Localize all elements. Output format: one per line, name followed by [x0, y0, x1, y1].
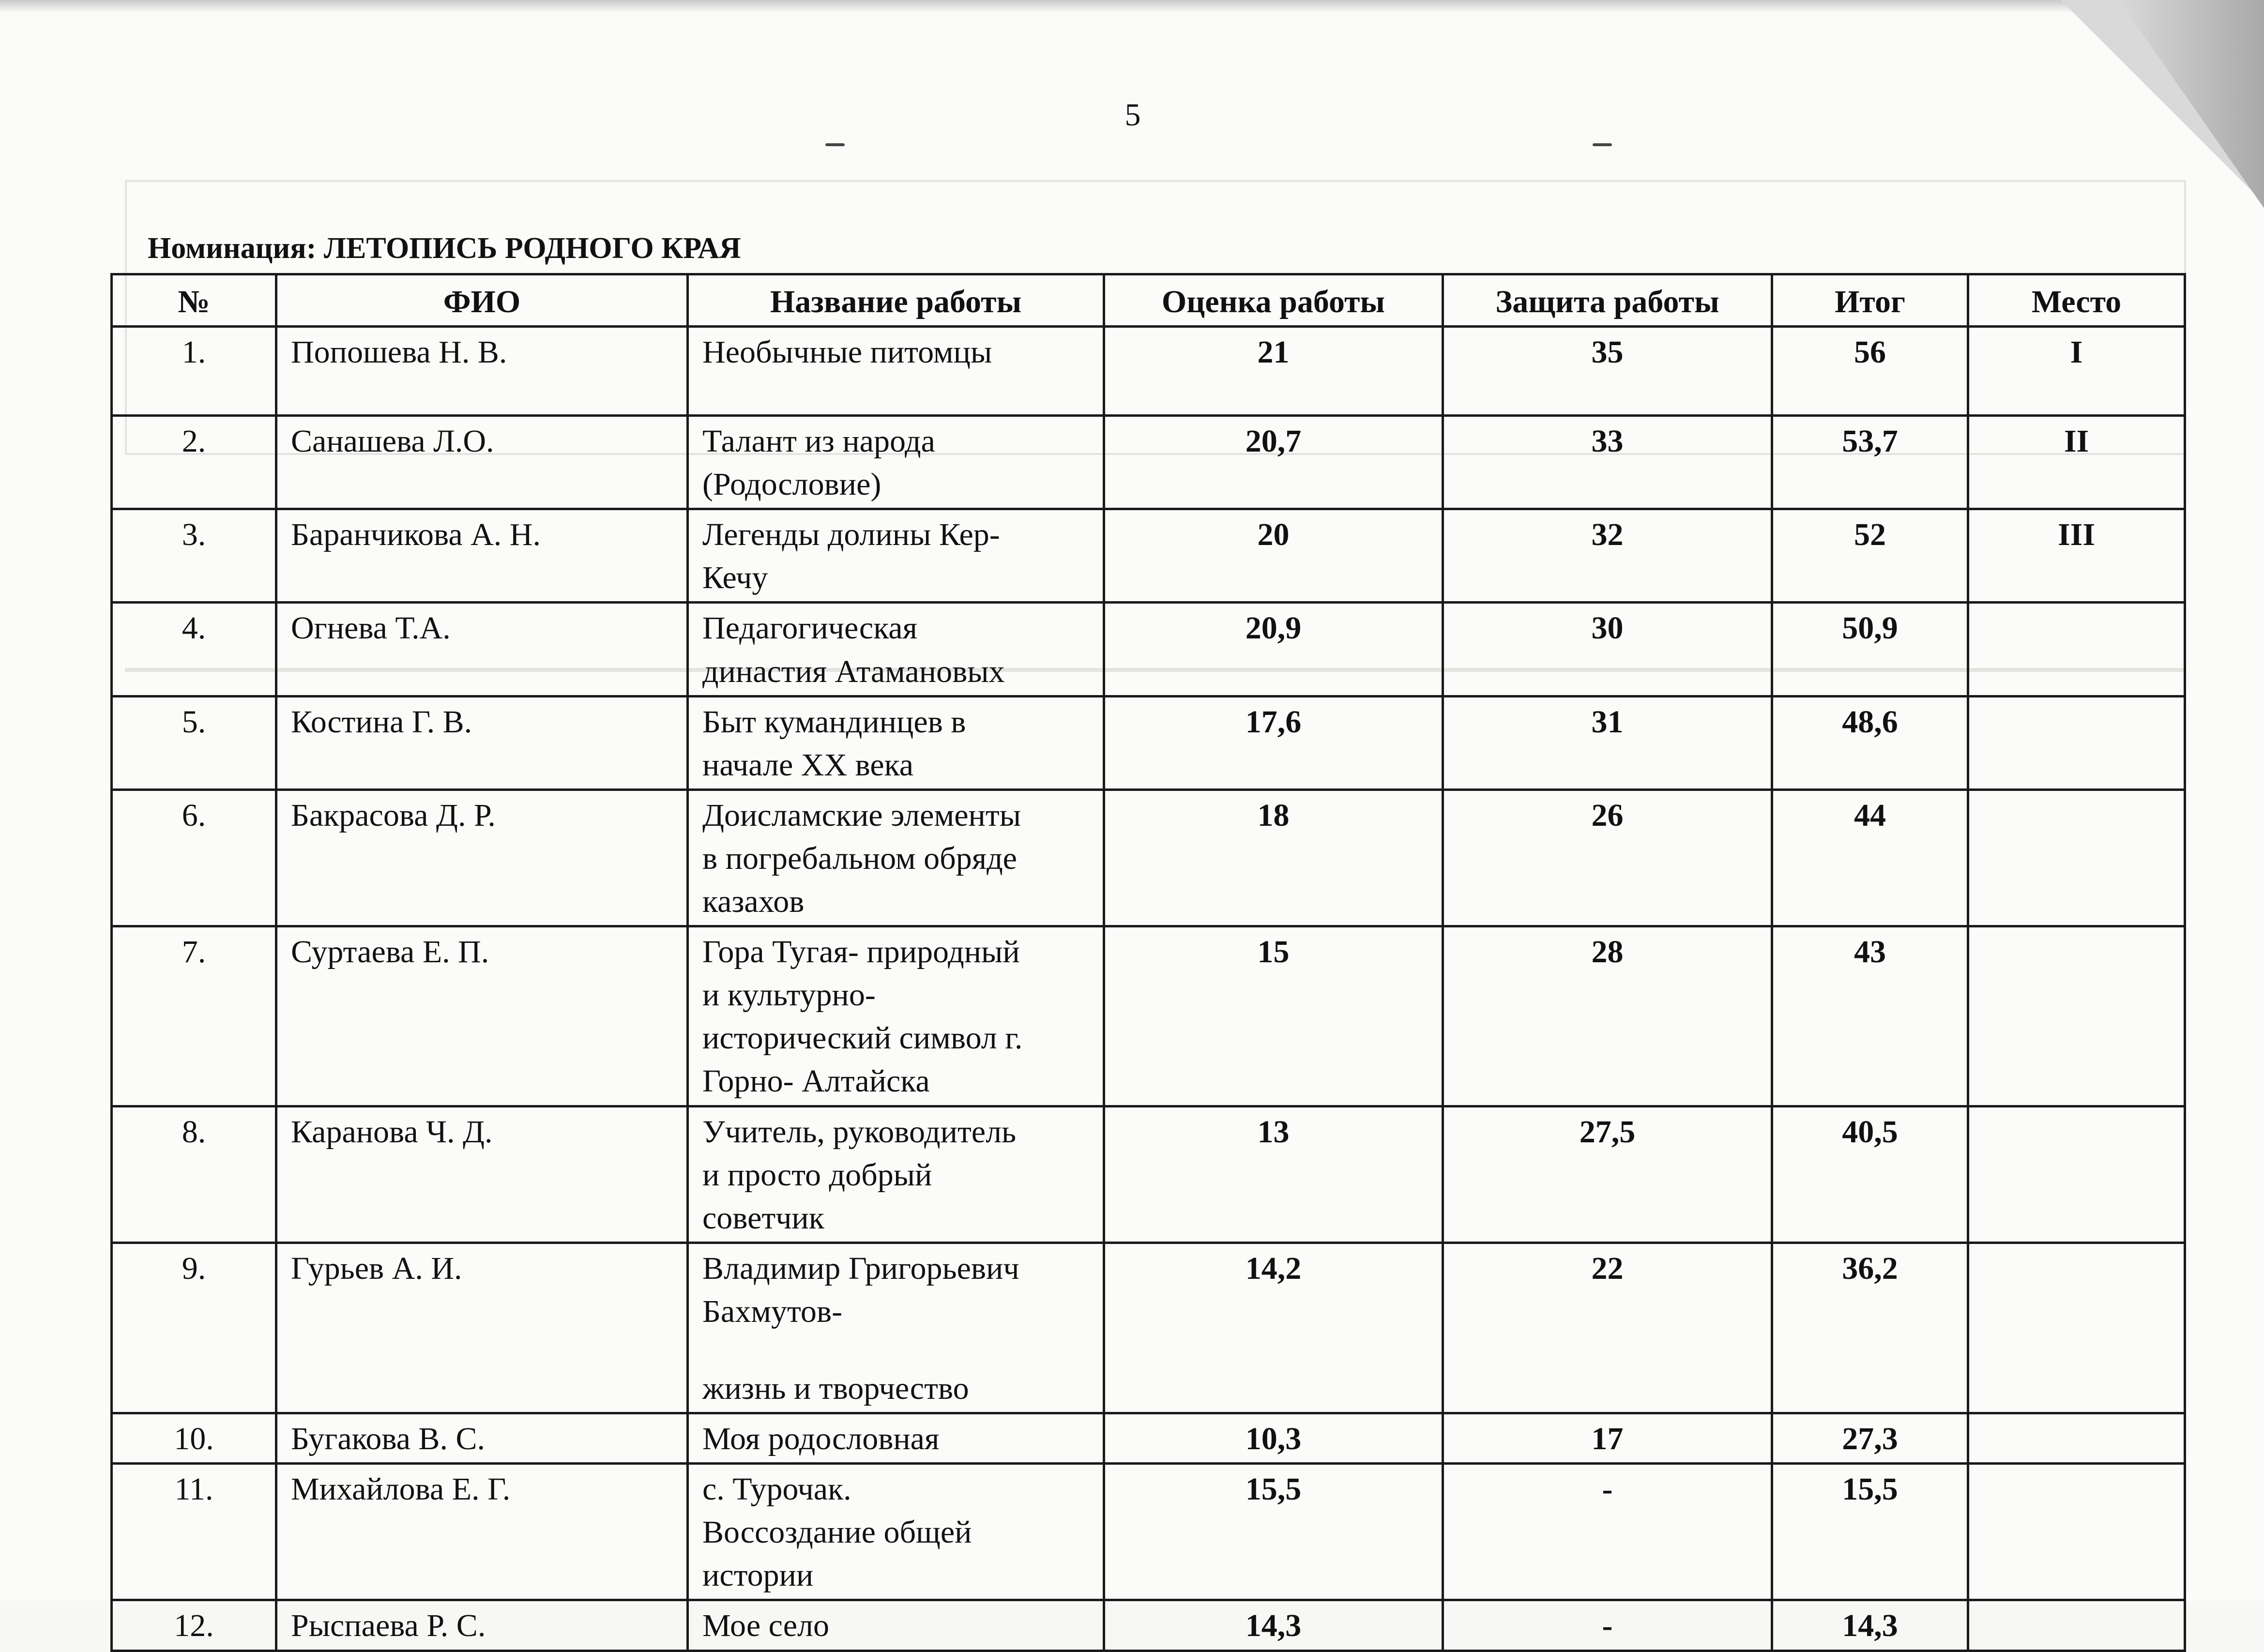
work-title: Мое село [688, 1600, 1104, 1651]
scan-shadow-top [0, 0, 2264, 13]
place [1968, 789, 2185, 926]
nomination-title: Номинация: ЛЕТОПИСЬ РОДНОГО КРАЯ [148, 232, 741, 265]
participant-name: Бугакова В. С. [276, 1413, 688, 1464]
total-score: 56 [1772, 327, 1968, 416]
participant-name: Михайлова Е. Г. [276, 1464, 688, 1600]
row-number: 7. [112, 926, 276, 1106]
work-score: 14,3 [1104, 1600, 1443, 1651]
row-number: 3. [112, 509, 276, 603]
place [1968, 1243, 2185, 1413]
participant-name: Каранова Ч. Д. [276, 1106, 688, 1243]
work-title: Талант из народа (Родословие) [688, 416, 1104, 509]
scan-mark-left [825, 143, 845, 146]
defense-score: 35 [1443, 327, 1772, 416]
table-header-row [112, 274, 2185, 327]
total-score: 44 [1772, 789, 1968, 926]
defense-score: - [1443, 1600, 1772, 1651]
place [1968, 1106, 2185, 1243]
total-score: 50,9 [1772, 603, 1968, 696]
defense-score: 31 [1443, 696, 1772, 789]
work-title: Учитель, руководитель и просто добрый советчик [688, 1106, 1104, 1243]
work-title: Владимир Григорьевич Бахмутов- жизнь и творчество [688, 1243, 1104, 1413]
header-number: № [112, 274, 276, 327]
table-row [112, 416, 2185, 509]
table-row [112, 1464, 2185, 1600]
participant-name: Попошева Н. В. [276, 327, 688, 416]
work-score: 18 [1104, 789, 1443, 926]
defense-score: 32 [1443, 509, 1772, 603]
participant-name: Суртаева Е. П. [276, 926, 688, 1106]
work-title: с. Турочак. Воссоздание общей истории [688, 1464, 1104, 1600]
total-score: 48,6 [1772, 696, 1968, 789]
total-score: 53,7 [1772, 416, 1968, 509]
header-total: Итог [1772, 274, 1968, 327]
results-table [110, 273, 2186, 1652]
work-title: Моя родословная [688, 1413, 1104, 1464]
work-title: Педагогическая династия Атамановых [688, 603, 1104, 696]
row-number: 8. [112, 1106, 276, 1243]
place [1968, 603, 2185, 696]
work-score: 10,3 [1104, 1413, 1443, 1464]
table-row [112, 1106, 2185, 1243]
work-title: Необычные питомцы [688, 327, 1104, 416]
table-row [112, 696, 2185, 789]
place [1968, 1413, 2185, 1464]
row-number: 10. [112, 1413, 276, 1464]
header-place: Место [1968, 274, 2185, 327]
row-number: 12. [112, 1600, 276, 1651]
total-score: 36,2 [1772, 1243, 1968, 1413]
place [1968, 1464, 2185, 1600]
row-number: 4. [112, 603, 276, 696]
place: I [1968, 327, 2185, 416]
table-row [112, 1600, 2185, 1651]
work-score: 20 [1104, 509, 1443, 603]
table-row [112, 509, 2185, 603]
defense-score: 30 [1443, 603, 1772, 696]
place [1968, 1600, 2185, 1651]
participant-name: Рыспаева Р. С. [276, 1600, 688, 1651]
header-defense-score: Защита работы [1443, 274, 1772, 327]
defense-score: 33 [1443, 416, 1772, 509]
row-number: 1. [112, 327, 276, 416]
work-title: Быт кумандинцев в начале XX века [688, 696, 1104, 789]
total-score: 27,3 [1772, 1413, 1968, 1464]
table-row [112, 603, 2185, 696]
table-row [112, 1243, 2185, 1413]
place [1968, 696, 2185, 789]
table-row [112, 926, 2185, 1106]
total-score: 14,3 [1772, 1600, 1968, 1651]
scan-mark-right [1593, 143, 1612, 146]
work-score: 20,7 [1104, 416, 1443, 509]
work-score: 15 [1104, 926, 1443, 1106]
work-title: Легенды долины Кер- Кечу [688, 509, 1104, 603]
work-score: 14,2 [1104, 1243, 1443, 1413]
defense-score: - [1443, 1464, 1772, 1600]
place: III [1968, 509, 2185, 603]
participant-name: Гурьев А. И. [276, 1243, 688, 1413]
defense-score: 27,5 [1443, 1106, 1772, 1243]
page-number: 5 [1124, 97, 1141, 133]
place [1968, 926, 2185, 1106]
work-score: 15,5 [1104, 1464, 1443, 1600]
table-row [112, 327, 2185, 416]
work-score: 13 [1104, 1106, 1443, 1243]
total-score: 52 [1772, 509, 1968, 603]
defense-score: 28 [1443, 926, 1772, 1106]
work-title: Доисламские элементы в погребальном обряде казахов [688, 789, 1104, 926]
work-score: 17,6 [1104, 696, 1443, 789]
row-number: 9. [112, 1243, 276, 1413]
total-score: 40,5 [1772, 1106, 1968, 1243]
defense-score: 17 [1443, 1413, 1772, 1464]
defense-score: 26 [1443, 789, 1772, 926]
row-number: 5. [112, 696, 276, 789]
participant-name: Огнева Т.А. [276, 603, 688, 696]
total-score: 43 [1772, 926, 1968, 1106]
total-score: 15,5 [1772, 1464, 1968, 1600]
table-row [112, 789, 2185, 926]
defense-score: 22 [1443, 1243, 1772, 1413]
participant-name: Бакрасова Д. Р. [276, 789, 688, 926]
participant-name: Санашева Л.О. [276, 416, 688, 509]
place: II [1968, 416, 2185, 509]
header-work-score: Оценка работы [1104, 274, 1443, 327]
header-work-title: Название работы [688, 274, 1104, 327]
header-name: ФИО [276, 274, 688, 327]
work-title: Гора Тугая- природный и культурно- исторический символ г. Горно- Алтайска [688, 926, 1104, 1106]
row-number: 11. [112, 1464, 276, 1600]
participant-name: Баранчикова А. Н. [276, 509, 688, 603]
table-row [112, 1413, 2185, 1464]
row-number: 6. [112, 789, 276, 926]
work-score: 21 [1104, 327, 1443, 416]
row-number: 2. [112, 416, 276, 509]
participant-name: Костина Г. В. [276, 696, 688, 789]
work-score: 20,9 [1104, 603, 1443, 696]
